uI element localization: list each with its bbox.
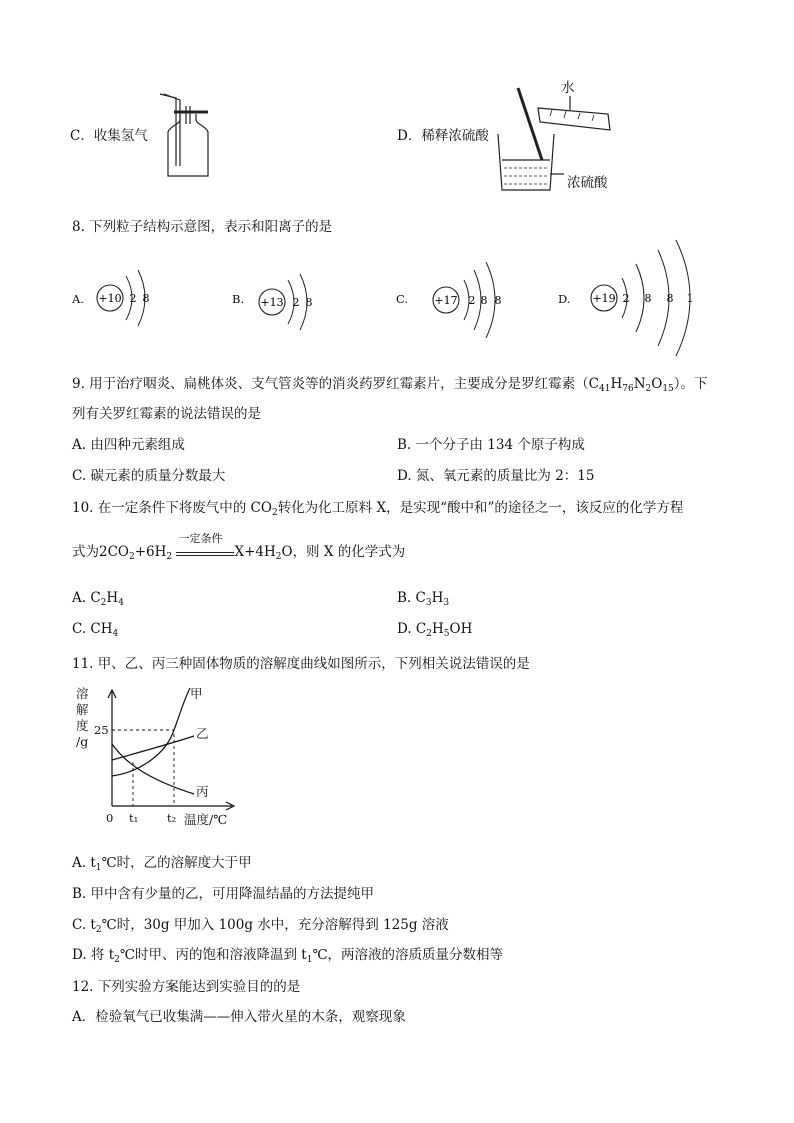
nucleus-b: +13 xyxy=(260,296,284,309)
atom-structure-a xyxy=(94,262,174,338)
gas-collection-bottle-figure xyxy=(150,90,220,180)
q10-option-c: C. $CH_4$ xyxy=(72,621,119,639)
q10-option-d: D. $C_2H_5OH$ xyxy=(397,621,473,639)
q11-option-d: D. 将 $t_2℃$时甲、丙的饱和溶液降温到 $t_1℃$，两溶液的溶质质量分数相等 xyxy=(72,947,504,965)
q12-stem: 12. 下列实验方案能达到实验目的的是 xyxy=(72,979,301,995)
t1-label: t₁ xyxy=(129,811,139,825)
curve-a-label: 甲 xyxy=(190,686,203,701)
shell-c-3: 8 xyxy=(494,294,502,307)
q9-stem-line1: 9. 用于治疗咽炎、扁桃体炎、支气管炎等的消炎药罗红霉素片，主要成分是罗红霉素$(C_{41}H_{76}N_2O_{15})$。下 xyxy=(72,376,708,394)
shell-d-4: 1 xyxy=(686,292,694,305)
q9-stem-line2: 列有关罗红霉素的说法错误的是 xyxy=(72,406,261,422)
shell-b-1: 2 xyxy=(292,296,300,309)
ylabel-line-4: /g xyxy=(76,734,89,749)
xlabel: 温度/℃ xyxy=(184,812,228,827)
q10-stem-line1: 10. 在一定条件下将废气中的 $CO_2$转化为化工原料 X，是实现“酸中和”的途径之一，该反应的化学方程 xyxy=(72,500,684,518)
q8-option-d-letter: D. xyxy=(558,292,571,306)
q8-option-b-letter: B. xyxy=(232,292,245,306)
q8-option-a-letter: A. xyxy=(72,292,84,306)
q11-option-b: B. 甲中含有少量的乙，可用降温结晶的方法提纯甲 xyxy=(72,886,375,902)
atom-structure-d xyxy=(586,236,706,360)
curve-c xyxy=(112,744,194,794)
nucleus-c: +17 xyxy=(434,294,458,307)
q11-option-a: A. $t_1℃$时，乙的溶解度大于甲 xyxy=(72,855,252,873)
water-label: 水 xyxy=(561,80,575,96)
ylabel-line-2: 解 xyxy=(76,702,89,717)
curve-b-label: 乙 xyxy=(196,726,209,741)
origin-label: 0 xyxy=(106,811,114,825)
atom-structure-b xyxy=(254,264,334,340)
curve-b xyxy=(112,736,194,760)
shell-c-1: 2 xyxy=(468,294,476,307)
shell-d-1: 2 xyxy=(622,292,630,305)
q7-option-d: D．稀释浓硫酸 xyxy=(397,128,489,144)
q9-option-a: A. 由四种元素组成 xyxy=(72,437,185,453)
shell-d-3: 8 xyxy=(666,292,674,305)
shell-a-1: 2 xyxy=(129,292,137,305)
ylabel-line-3: 度 xyxy=(76,718,89,733)
shell-b-2: 8 xyxy=(305,296,313,309)
nucleus-a: +10 xyxy=(98,292,122,305)
shell-d-2: 8 xyxy=(644,292,652,305)
q10-equation: 式为$2CO_2+6H_2$ 一定条件 $X+4H_2O$，则 X 的化学式为 xyxy=(72,531,406,562)
shell-c-2: 8 xyxy=(480,294,488,307)
shell-a-2: 8 xyxy=(142,292,150,305)
concentrated-sulfuric-acid-label: 浓硫酸 xyxy=(567,175,608,191)
q11-stem: 11. 甲、乙、丙三种固体物质的溶解度曲线如图所示，下列相关说法错误的是 xyxy=(72,656,530,672)
q9-option-c: C. 碳元素的质量分数最大 xyxy=(72,468,226,484)
q8-option-c-letter: C. xyxy=(396,292,409,306)
q9-option-b: B. 一个分子由 134 个原子构成 xyxy=(397,437,585,453)
nucleus-d: +19 xyxy=(592,292,616,305)
y-tick-25: 25 xyxy=(94,723,109,737)
q7-option-c: C．收集氢气 xyxy=(70,128,148,144)
reaction-arrow: 一定条件 xyxy=(176,546,234,560)
ylabel-line-1: 溶 xyxy=(76,686,89,701)
curve-a xyxy=(112,688,190,776)
solubility-curve-figure xyxy=(70,684,250,834)
q10-option-a: A. $C_2H_4$ xyxy=(72,590,124,608)
q12-option-a: A．检验氧气已收集满——伸入带火星的木条，观察现象 xyxy=(72,1009,406,1025)
t2-label: t₂ xyxy=(167,811,177,825)
q11-option-c: C. $t_2℃$时，30g 甲加入 100g 水中，充分溶解得到 125g 溶液 xyxy=(72,917,449,935)
curve-c-label: 丙 xyxy=(196,784,209,799)
q10-option-b: B. $C_3H_3$ xyxy=(397,590,450,608)
guide-25-t2 xyxy=(112,730,174,806)
atom-structure-c xyxy=(428,256,518,346)
q9-option-d: D. 氮、氧元素的质量比为 2：15 xyxy=(397,468,595,484)
q8-stem: 8. 下列粒子结构示意图，表示和阳离子的是 xyxy=(72,219,333,235)
